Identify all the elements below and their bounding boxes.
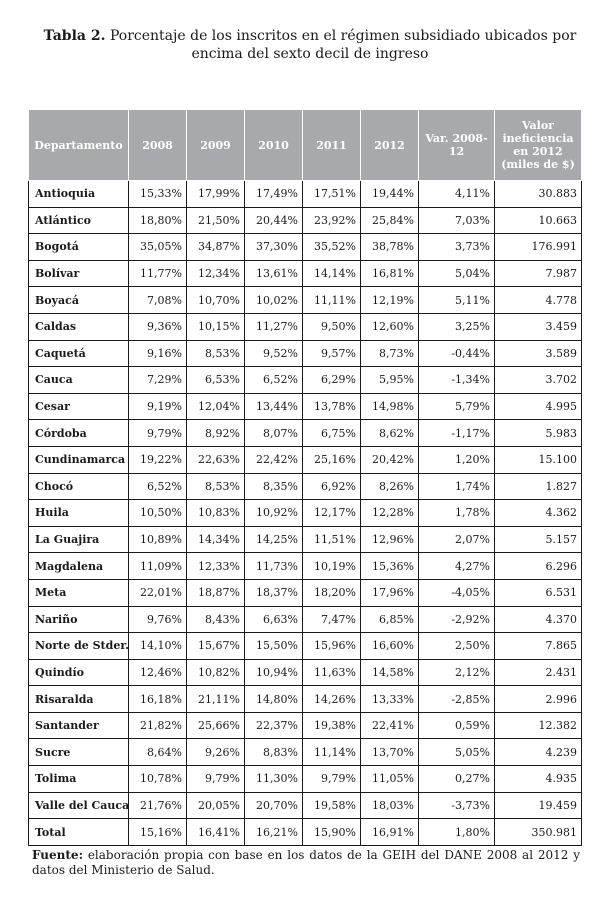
value-cell: 6,53% <box>187 367 245 394</box>
department-cell: Sucre <box>29 739 129 766</box>
value-cell: 6,63% <box>245 606 303 633</box>
value-cell: 13,33% <box>361 686 419 713</box>
value-cell: -1,34% <box>419 367 495 394</box>
value-cell: 10,83% <box>187 500 245 527</box>
department-cell: Magdalena <box>29 553 129 580</box>
department-cell: Boyacá <box>29 287 129 314</box>
value-cell: 5,04% <box>419 260 495 287</box>
value-cell: 4,27% <box>419 553 495 580</box>
value-cell: -0,44% <box>419 340 495 367</box>
value-cell: 11,77% <box>129 260 187 287</box>
department-cell: Total <box>29 819 129 846</box>
value-cell: 20,05% <box>187 792 245 819</box>
department-cell: Cundinamarca <box>29 446 129 473</box>
value-cell: 6,52% <box>245 367 303 394</box>
value-cell: 350.981 <box>495 819 582 846</box>
footnote-label: Fuente: <box>32 848 83 862</box>
table-row <box>29 207 582 234</box>
department-cell: Cauca <box>29 367 129 394</box>
value-cell: 16,60% <box>361 633 419 660</box>
department-cell: La Guajira <box>29 526 129 553</box>
value-cell: 8,26% <box>361 473 419 500</box>
value-cell: 19,58% <box>303 792 361 819</box>
value-cell: 16,91% <box>361 819 419 846</box>
value-cell: 15.100 <box>495 446 582 473</box>
value-cell: 18,80% <box>129 207 187 234</box>
value-cell: 9,79% <box>129 420 187 447</box>
value-cell: 2,07% <box>419 526 495 553</box>
value-cell: 22,41% <box>361 712 419 739</box>
value-cell: 13,70% <box>361 739 419 766</box>
value-cell: 3,73% <box>419 234 495 261</box>
value-cell: 9,79% <box>187 766 245 793</box>
value-cell: 21,82% <box>129 712 187 739</box>
department-cell: Tolima <box>29 766 129 793</box>
table-row <box>29 659 582 686</box>
table-row <box>29 393 582 420</box>
value-cell: 10,02% <box>245 287 303 314</box>
value-cell: 12,96% <box>361 526 419 553</box>
value-cell: 5,79% <box>419 393 495 420</box>
value-cell: 4.362 <box>495 500 582 527</box>
department-cell: Caquetá <box>29 340 129 367</box>
value-cell: 1,80% <box>419 819 495 846</box>
value-cell: 8,83% <box>245 739 303 766</box>
value-cell: 2.996 <box>495 686 582 713</box>
value-cell: -2,85% <box>419 686 495 713</box>
table-row <box>29 420 582 447</box>
table-row <box>29 633 582 660</box>
value-cell: 10,50% <box>129 500 187 527</box>
value-cell: 20,70% <box>245 792 303 819</box>
value-cell: 15,33% <box>129 181 187 208</box>
value-cell: 9,79% <box>303 766 361 793</box>
value-cell: 12,19% <box>361 287 419 314</box>
value-cell: 12,28% <box>361 500 419 527</box>
table-row <box>29 234 582 261</box>
value-cell: 11,14% <box>303 739 361 766</box>
value-cell: 8,35% <box>245 473 303 500</box>
table-title-label: Tabla 2. <box>43 28 106 44</box>
source-footnote <box>32 848 580 878</box>
department-cell: Risaralda <box>29 686 129 713</box>
value-cell: 15,90% <box>303 819 361 846</box>
value-cell: 9,52% <box>245 340 303 367</box>
value-cell: 9,57% <box>303 340 361 367</box>
value-cell: 8,64% <box>129 739 187 766</box>
value-cell: 21,50% <box>187 207 245 234</box>
table-body <box>29 181 582 846</box>
table-row <box>29 446 582 473</box>
value-cell: 9,50% <box>303 313 361 340</box>
value-cell: 7,08% <box>129 287 187 314</box>
department-cell: Norte de Stder. <box>29 633 129 660</box>
department-cell: Bolívar <box>29 260 129 287</box>
value-cell: 0,59% <box>419 712 495 739</box>
value-cell: 14,26% <box>303 686 361 713</box>
department-cell: Atlántico <box>29 207 129 234</box>
value-cell: 5.157 <box>495 526 582 553</box>
data-table <box>28 109 582 846</box>
value-cell: 3,25% <box>419 313 495 340</box>
value-cell: 15,67% <box>187 633 245 660</box>
value-cell: 11,63% <box>303 659 361 686</box>
value-cell: 16,81% <box>361 260 419 287</box>
department-cell: Chocó <box>29 473 129 500</box>
value-cell: 7,29% <box>129 367 187 394</box>
footnote-text: elaboración propia con base en los datos de la GEIH del DANE 2008 al 2012 y datos del Ministerio de Salud. <box>32 848 580 877</box>
department-cell: Bogotá <box>29 234 129 261</box>
column-header: 2010 <box>245 110 303 181</box>
value-cell: 23,92% <box>303 207 361 234</box>
table-row <box>29 526 582 553</box>
value-cell: 18,87% <box>187 579 245 606</box>
value-cell: 4.995 <box>495 393 582 420</box>
value-cell: 11,30% <box>245 766 303 793</box>
value-cell: 4.370 <box>495 606 582 633</box>
value-cell: 15,36% <box>361 553 419 580</box>
column-header: Departamento <box>29 110 129 181</box>
department-cell: Cesar <box>29 393 129 420</box>
value-cell: 8,53% <box>187 340 245 367</box>
value-cell: 25,84% <box>361 207 419 234</box>
value-cell: 13,78% <box>303 393 361 420</box>
table-title <box>40 27 580 63</box>
value-cell: 8,73% <box>361 340 419 367</box>
department-cell: Santander <box>29 712 129 739</box>
value-cell: 2,12% <box>419 659 495 686</box>
table-row <box>29 313 582 340</box>
value-cell: 25,66% <box>187 712 245 739</box>
table-row <box>29 500 582 527</box>
value-cell: 6,85% <box>361 606 419 633</box>
value-cell: 18,37% <box>245 579 303 606</box>
value-cell: 18,20% <box>303 579 361 606</box>
value-cell: 13,44% <box>245 393 303 420</box>
table-row <box>29 739 582 766</box>
value-cell: 12,04% <box>187 393 245 420</box>
column-header: 2008 <box>129 110 187 181</box>
table-row <box>29 553 582 580</box>
value-cell: 16,41% <box>187 819 245 846</box>
value-cell: 22,37% <box>245 712 303 739</box>
value-cell: 2.431 <box>495 659 582 686</box>
value-cell: 10,82% <box>187 659 245 686</box>
value-cell: 6.296 <box>495 553 582 580</box>
table-row <box>29 287 582 314</box>
value-cell: 5,11% <box>419 287 495 314</box>
value-cell: 19,38% <box>303 712 361 739</box>
value-cell: 11,11% <box>303 287 361 314</box>
value-cell: 17,51% <box>303 181 361 208</box>
value-cell: 16,21% <box>245 819 303 846</box>
value-cell: 4.935 <box>495 766 582 793</box>
department-cell: Córdoba <box>29 420 129 447</box>
value-cell: 11,73% <box>245 553 303 580</box>
department-cell: Valle del Cauca <box>29 792 129 819</box>
department-cell: Caldas <box>29 313 129 340</box>
value-cell: 9,76% <box>129 606 187 633</box>
value-cell: 7,47% <box>303 606 361 633</box>
value-cell: 12.382 <box>495 712 582 739</box>
value-cell: 17,49% <box>245 181 303 208</box>
value-cell: 10,94% <box>245 659 303 686</box>
value-cell: 11,27% <box>245 313 303 340</box>
table-row <box>29 473 582 500</box>
value-cell: 15,16% <box>129 819 187 846</box>
value-cell: -2,92% <box>419 606 495 633</box>
value-cell: 8,92% <box>187 420 245 447</box>
table-row <box>29 367 582 394</box>
table-row <box>29 819 582 846</box>
value-cell: 14,14% <box>303 260 361 287</box>
value-cell: 9,19% <box>129 393 187 420</box>
department-cell: Meta <box>29 579 129 606</box>
value-cell: 14,98% <box>361 393 419 420</box>
value-cell: 14,25% <box>245 526 303 553</box>
value-cell: 0,27% <box>419 766 495 793</box>
table-row <box>29 181 582 208</box>
value-cell: 14,58% <box>361 659 419 686</box>
value-cell: 2,50% <box>419 633 495 660</box>
value-cell: 1,20% <box>419 446 495 473</box>
value-cell: 22,63% <box>187 446 245 473</box>
value-cell: 3.589 <box>495 340 582 367</box>
value-cell: 9,16% <box>129 340 187 367</box>
value-cell: 176.991 <box>495 234 582 261</box>
value-cell: 15,96% <box>303 633 361 660</box>
value-cell: 10,92% <box>245 500 303 527</box>
value-cell: 12,60% <box>361 313 419 340</box>
table-row <box>29 579 582 606</box>
value-cell: 3.459 <box>495 313 582 340</box>
value-cell: 12,34% <box>187 260 245 287</box>
value-cell: 8,43% <box>187 606 245 633</box>
value-cell: 10,89% <box>129 526 187 553</box>
value-cell: 8,07% <box>245 420 303 447</box>
department-cell: Nariño <box>29 606 129 633</box>
table-row <box>29 606 582 633</box>
value-cell: 17,99% <box>187 181 245 208</box>
value-cell: 6,52% <box>129 473 187 500</box>
value-cell: 6.531 <box>495 579 582 606</box>
value-cell: 19.459 <box>495 792 582 819</box>
value-cell: 30.883 <box>495 181 582 208</box>
value-cell: 4.778 <box>495 287 582 314</box>
value-cell: 6,92% <box>303 473 361 500</box>
table-row <box>29 712 582 739</box>
value-cell: 9,36% <box>129 313 187 340</box>
column-header: Valor ineficiencia en 2012 (miles de $) <box>495 110 582 181</box>
value-cell: 6,75% <box>303 420 361 447</box>
value-cell: 7.987 <box>495 260 582 287</box>
value-cell: 38,78% <box>361 234 419 261</box>
table-row <box>29 340 582 367</box>
column-header: Var. 2008-12 <box>419 110 495 181</box>
value-cell: 11,09% <box>129 553 187 580</box>
value-cell: 17,96% <box>361 579 419 606</box>
table-title-text: Porcentaje de los inscritos en el régimen subsidiado ubicados por encima del sexto decil de ingreso <box>109 28 577 62</box>
value-cell: 3.702 <box>495 367 582 394</box>
value-cell: 1,74% <box>419 473 495 500</box>
value-cell: 15,50% <box>245 633 303 660</box>
value-cell: 20,44% <box>245 207 303 234</box>
value-cell: 22,42% <box>245 446 303 473</box>
table-row <box>29 792 582 819</box>
table-row <box>29 686 582 713</box>
column-header: 2012 <box>361 110 419 181</box>
value-cell: 1,78% <box>419 500 495 527</box>
value-cell: -4,05% <box>419 579 495 606</box>
value-cell: 11,05% <box>361 766 419 793</box>
value-cell: 8,62% <box>361 420 419 447</box>
value-cell: 7,03% <box>419 207 495 234</box>
value-cell: 10,15% <box>187 313 245 340</box>
value-cell: 16,18% <box>129 686 187 713</box>
department-cell: Quindío <box>29 659 129 686</box>
table-row <box>29 766 582 793</box>
value-cell: 34,87% <box>187 234 245 261</box>
value-cell: 6,29% <box>303 367 361 394</box>
value-cell: 18,03% <box>361 792 419 819</box>
value-cell: 35,52% <box>303 234 361 261</box>
value-cell: 12,17% <box>303 500 361 527</box>
value-cell: 5.983 <box>495 420 582 447</box>
value-cell: 14,34% <box>187 526 245 553</box>
value-cell: 11,51% <box>303 526 361 553</box>
value-cell: 20,42% <box>361 446 419 473</box>
value-cell: 14,10% <box>129 633 187 660</box>
value-cell: 12,46% <box>129 659 187 686</box>
value-cell: 1.827 <box>495 473 582 500</box>
value-cell: 12,33% <box>187 553 245 580</box>
value-cell: 14,80% <box>245 686 303 713</box>
department-cell: Huila <box>29 500 129 527</box>
column-header: 2009 <box>187 110 245 181</box>
value-cell: 10,19% <box>303 553 361 580</box>
value-cell: 10,70% <box>187 287 245 314</box>
value-cell: 13,61% <box>245 260 303 287</box>
value-cell: 19,22% <box>129 446 187 473</box>
value-cell: 5,05% <box>419 739 495 766</box>
value-cell: 21,76% <box>129 792 187 819</box>
value-cell: 8,53% <box>187 473 245 500</box>
value-cell: 10,78% <box>129 766 187 793</box>
value-cell: 37,30% <box>245 234 303 261</box>
value-cell: 21,11% <box>187 686 245 713</box>
value-cell: 10.663 <box>495 207 582 234</box>
value-cell: 4,11% <box>419 181 495 208</box>
department-cell: Antioquia <box>29 181 129 208</box>
value-cell: 25,16% <box>303 446 361 473</box>
value-cell: 35,05% <box>129 234 187 261</box>
value-cell: 22,01% <box>129 579 187 606</box>
table-header-row <box>29 110 582 181</box>
value-cell: 5,95% <box>361 367 419 394</box>
value-cell: -1,17% <box>419 420 495 447</box>
value-cell: 7.865 <box>495 633 582 660</box>
value-cell: 4.239 <box>495 739 582 766</box>
column-header: 2011 <box>303 110 361 181</box>
table-row <box>29 260 582 287</box>
value-cell: 9,26% <box>187 739 245 766</box>
value-cell: -3,73% <box>419 792 495 819</box>
value-cell: 19,44% <box>361 181 419 208</box>
